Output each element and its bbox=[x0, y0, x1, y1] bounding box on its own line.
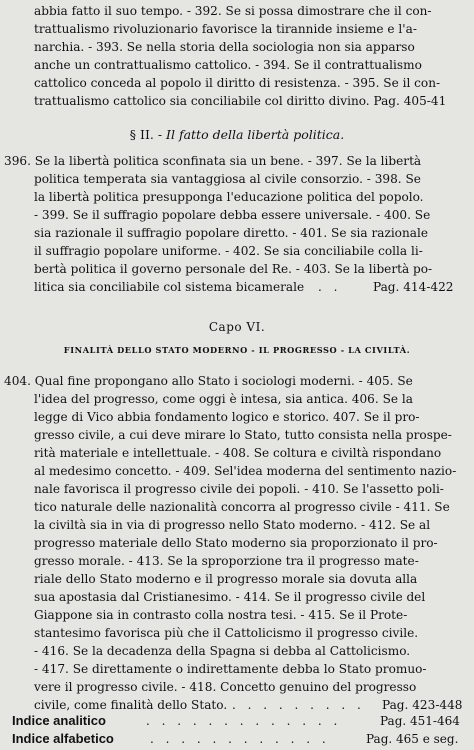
text-line: al medesimo concetto. - 409. Sel'idea moderna del sentimento nazio- bbox=[34, 464, 457, 478]
text-line: gresso civile, a cui deve mirare lo Stato, tutto consista nella prospe- bbox=[34, 428, 452, 442]
text-line: anche un contrattualismo cattolico. - 394. Se il contrattualismo bbox=[34, 58, 422, 72]
text-line: trattualismo cattolico sia conciliabile col diritto divino. Pag. 405-41 bbox=[34, 94, 447, 108]
text-line: - 399. Se il suffragio popolare debba essere universale. - 400. Se bbox=[34, 208, 431, 222]
text-line: 396. Se la libertà politica sconfinata sia un bene. - 397. Se la libertà bbox=[4, 154, 422, 168]
text-line: tico naturale delle nazionalità concorra al progresso civile - 411. Se bbox=[34, 500, 450, 514]
text-line: progresso materiale dello Stato moderno sia proporzionato il pro- bbox=[34, 536, 438, 550]
index-page: Pag. 451-464 bbox=[380, 714, 460, 728]
section-title: Il fatto della libertà politica. bbox=[166, 127, 345, 142]
leader-dots: . . . . . . . . . . . . . bbox=[146, 714, 342, 728]
text-line: la civiltà sia in via di progresso nello Stato moderno. - 412. Se al bbox=[34, 518, 431, 532]
text-line: narchia. - 393. Se nella storia della sociologia non sia apparso bbox=[34, 40, 415, 54]
text-line: - 417. Se direttamente o indirettamente debba lo Stato promuo- bbox=[34, 662, 427, 676]
leader-dots: . . bbox=[318, 280, 342, 294]
index-page: Pag. 465 e seg. bbox=[366, 732, 459, 746]
text-line: politica temperata sia vantaggiosa al civile consorzio. - 398. Se bbox=[34, 172, 421, 186]
text-line: la libertà politica presupponga l'educazione politica del popolo. bbox=[34, 190, 424, 204]
leader-dots: . . . . . . . . . . . . bbox=[150, 732, 330, 746]
text-line: rità materiale e intellettuale. - 408. Se coltura e civiltà rispondano bbox=[34, 446, 442, 460]
index-label: Indice alfabetico bbox=[12, 731, 114, 746]
text-line: sia razionale il suffragio popolare diretto. - 401. Se sia razionale bbox=[34, 226, 428, 240]
text-line: gresso morale. - 413. Se la sproporzione tra il progresso mate- bbox=[34, 554, 419, 568]
section-prefix: § II. - bbox=[129, 127, 163, 142]
text-line: sua apostasia dal Cristianesimo. - 414. Se il progresso civile del bbox=[34, 590, 426, 604]
text-line: l'idea del progresso, come oggi è intesa, sia antica. 406. Se la bbox=[34, 392, 413, 406]
page-reference: Pag. 423-448 bbox=[382, 698, 463, 712]
text-line: Giappone sia in contrasto colla nostra tesi. - 415. Se il Prote- bbox=[34, 608, 408, 622]
text-line: trattualismo rivoluzionario favorisce la tirannide insieme e l'a- bbox=[34, 22, 417, 36]
chapter-title: Capo VI. bbox=[208, 320, 266, 334]
text-line: bertà politica il governo personale del Re. - 403. Se la libertà po- bbox=[34, 262, 433, 276]
text-line: - 416. Se la decadenza della Spagna si debba al Cattolicismo. bbox=[34, 644, 411, 658]
leader-dots: . . . . . . . . . bbox=[232, 698, 365, 712]
text-line: stantesimo favorisca più che il Cattolicismo il progresso civile. bbox=[34, 626, 419, 640]
text-line: vere il progresso civile. - 418. Concetto genuino del progresso bbox=[34, 680, 417, 694]
text-line: riale dello Stato moderno e il progresso morale sia dovuta alla bbox=[34, 572, 418, 586]
section-heading bbox=[0, 126, 474, 144]
chapter-subtitle: FINALITÀ DELLO STATO MODERNO - IL PROGRESSO - LA CIVILTÀ. bbox=[63, 345, 411, 355]
index-label: Indice analitico bbox=[12, 713, 106, 728]
text-line: litica sia conciliabile col sistema bicamerale bbox=[34, 280, 305, 294]
text-line: 404. Qual fine propongano allo Stato i sociologi moderni. - 405. Se bbox=[4, 374, 413, 388]
page-reference: Pag. 414-422 bbox=[373, 280, 454, 294]
text-line: cattolico conceda al popolo il diritto di resistenza. - 395. Se il con- bbox=[34, 76, 441, 90]
text-line: abbia fatto il suo tempo. - 392. Se si possa dimostrare che il con- bbox=[34, 4, 432, 18]
text-line: civile, come finalità dello Stato. bbox=[34, 698, 228, 712]
text-line: il suffragio popolare uniforme. - 402. Se sia conciliabile colla li- bbox=[34, 244, 423, 258]
text-line: legge di Vico abbia fondamento logico e storico. 407. Se il pro- bbox=[34, 410, 420, 424]
text-line: nale favorisca il progresso civile dei popoli. - 410. Se l'assetto poli- bbox=[34, 482, 444, 496]
